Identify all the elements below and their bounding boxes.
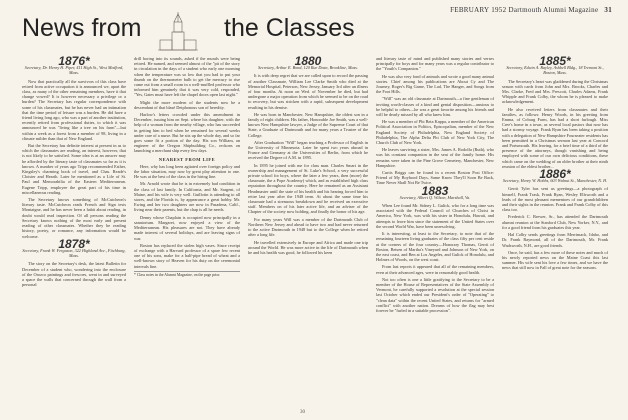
class-secretary-1886: Secretary, Henry W. Hobbs, 603 Walnut St., Manchester, N. H. (502, 178, 608, 184)
paragraph: It is interesting, at least to the Secretary, to note that of the remaining fourteen living graduates of the class fifty per cent reside at the corners of the four country—Honorary Thomas, Gerrit of Boston, Betsen of Martha's Vineyard and Johnson of New York, on the east coast, and Ben at Los Angeles, and Gulick of Honolulu, and Holmes of Woods, on the west coast. (376, 231, 494, 263)
paragraph: Hal Colby sends greetings from Merrimack, Idaho, and Dr. Frank Raymond, all of the Dartmouth, Mr. Frank Wadsworth, N.H., are good friends. (502, 232, 608, 248)
paragraph: He also received letters from classmates and their families, as follows: Henry Woods, in his greeting from Emma, of Coburg Farm, has had a short furlough. Miss Cree's home in a town, as several local pastors that now has had a stormy voyage. Frank Ryan has been taking a position with a delegation of New Hampshire Fourseater residents has been permitted in a Christmas sermon last year at Concord and Portsmouth. His leaving, for a brief time of a third of the presence of the attorneys, though vanishing and being employed with some of our own delicious conditions, these which came on the wedding of an older brother at their ninth reunion of the eldest brother... (502, 106, 608, 169)
paragraph: drill boring into its sounds, asked if the murals were being retired. He named, and seemed almost of the "pit of the story in circulation in the days of a student who early one morning when the temperature was so low that you had to put your thumb on the thermometer bulb to get the mercury to rise came out from a small room in a well-muffled professor who informed him genuinely that it was very cold, responded, "Yes, Gates must have left the chapel doors open last night." (134, 56, 240, 98)
title-left: News from (22, 14, 142, 42)
column-5 (502, 56, 608, 273)
subheading: NEAREST FROM LIFE (158, 156, 216, 162)
page-title (0, 14, 628, 44)
paragraph: Once, he said, has a few more of these notes and much of his newly reported news on the Maine Coast this last summer. His wife sent his love a few times, and we have the news that still now in Fall of great note for the seasons. (502, 249, 608, 271)
paragraph: From last reports it appeared that all of the remaining members, even at their advanced ages, were in reasonably good health. (376, 264, 494, 275)
paragraph: Denny whose Chaplain is occupied now principally in a sanatorium. Margaret, now enjoyed a view of the Mediterranean. His pleasures are not. They have already made interest of several holidays, and are leaving signs of war. (134, 214, 240, 241)
paragraph: "Will" was an old classmate at Dartmouth—a fine gentleman of inviting worth-classes of a kind and genial disposition—anxious to be helpful to others—he was a great favorite among his friends and will be dearly missed by all who knew him. (376, 96, 494, 118)
paragraph: It is with deep regret that we are called upon to record the passing of another Classmate, William Lee Clarke Smith who died at the Memorial Hospital, Peterson, New Jersey, January 3rd after an illness of four months. At noon on Wed. of November he died, but had undergone a major operation from which he seemed to be on the road to recovery, but was stricken with a rapid, subsequent development resulting in his demise. (248, 73, 368, 110)
class-year-1886: 1886* (539, 167, 571, 182)
paragraph: After Graduation "Will" began teaching a Professor of English in the University of Minnesota. Later he spent two years abroad in France and Germany at the Universities of Berlin, from which he received the Degree of A.M. in 1895. (248, 139, 368, 161)
class-year-1876: 1876* (58, 54, 90, 68)
column-2 (134, 56, 240, 278)
class-year-1878: 1878* (58, 236, 90, 251)
paragraph: He travelled extensively in Europe and Africa and made one trip around the World. He was more active in the life of Dartmouth when he and his health was good, he followed his keen (248, 239, 368, 255)
header-page-number: 31 (604, 6, 612, 14)
header-text: FEBRUARY 1952 Dartmouth Alumni Magazine (450, 6, 599, 14)
paragraph: For many years Will was a member of the Dartmouth Club of Northern New Jersey and ahead to have two and had never returned to the active Dartmouth in 1948 but to the College when he retired after a long life. (248, 216, 368, 238)
page-footer (300, 410, 305, 415)
paragraph: When Lee found Mr. Sidney L. Gulick, who for a long time was associated with the Federal Council of Churches of Christ in America, New York, was with his sister in Honolulu, Hawaii, and attempts to leave him since the statement of the United States over the second World War, have been unresolving. (376, 203, 494, 229)
paragraph: Boston has replaced the stolen high vases. Since receipt of exchange with a Harvard professor of a spare few recent one of his sons, make for a half-pipe bread of wheat and a well-known story of Heaven for his duty on the ceremonial intervals line. (134, 242, 240, 269)
footer-page-number: 30 (300, 410, 305, 415)
baker-tower-illustration (148, 10, 208, 58)
paragraph: Might the more modern of the students now be a descendant of that blasé Deiphonous son of heredity. (134, 99, 240, 110)
class-secretary-1885: Secretary, Edwin A. Bayley, Ashbell Bldg., 18 Tremont St., Boston, Mass. (506, 65, 604, 76)
paragraph: Not too often is one a little gratifying to the Secretary to be a member of the House of Representatives of the State Assembly of Vermont, he carefully supported a resolution at the special session last October which ended our President's order of "Operating" to "clean data" within the recent United States, and returns for "armed conflict" with another nation. Dreams of how the flag may best forever be "furled in a suitable procession". (376, 276, 494, 313)
class-year-1880: 1880 (294, 54, 322, 68)
class-secretary-1880: Secretary, Arthur E. Bond, 120 Rue Dean, Brookline, Mass. (258, 65, 358, 71)
paragraph: Now that practically all the survivors of this class have retired from active occupation it is announced we, apart the class, as many of the other remaining members, have it that change vowed? It is however necessary a privilege or a burden? The Secretary has regular correspondence with some of his classmates, but he has never had an intimation that the time period of leisure was a burden. He did have a friend living long ago, who was a part of another institution, recently retired from professional duties, to which it was announced he was "living like a tree on his farm"—but within a week as a forest from a member of 98, living in a climate milder than that of New England. (22, 78, 126, 141)
footnote: * Class notes in the Alumni Magazine, on the page prior. (134, 271, 240, 278)
class-secretary-1883: Secretary, Albert Q. Wilson, Marshall, Va. (399, 194, 471, 200)
paragraph: Frederick C. Brewer, Sr., has attended the Dartmouth alumni reunion at the Stanford Club, New Yorker, N.Y., and for a good friend from his graduates this year. (502, 214, 608, 230)
paragraph: He was born in Manchester, New Hampshire, the oldest son in a family of eight children. His father, Honorable Joe Smith, was a well-known New Hampshire lawyer, a Judge of the Supreme Court of that State, a Graduate of Dartmouth and for many years a Trustee of the College. (248, 111, 368, 138)
class-year-1885: 1885* (539, 54, 571, 68)
column-4 (376, 56, 494, 315)
paragraph: But the Secretary has definite interest at present in as to which the classmates are reading, an interest, however, that is not likely to be satisfied. Some idea is at an answer may be afforded by the literary taste of classmates so far as it is known. A number of years ago Tripp recommended Esther, Kingsley's charming book of travel, and Chas. Reade's Cloister and Hearth. Later he mentioned as a Life of St. Paul and Memorabilia of the Eastern Mediterranean. Eugene Tripp, employee the great part of his time in miscellaneous reading. (22, 143, 126, 195)
paragraph: and literary taste of mind and published many stories and verses principally for boys and for many years was a regular contributor to the "Youth's Companion." (376, 56, 494, 72)
column-3 (248, 56, 368, 257)
title-right: the Classes (224, 14, 355, 42)
paragraph: The Secretary knows something of McCutcheon's literary taste. McCutcheon reads French and Sign tests Montaigne, and he has never been a habit about reading, in doubt would read inspection. Of all persons reading the Secretary knows nothing of the most early and present reading of other classmates. Whether they be reading history, poetry, or romance, any information would be welcome. (22, 197, 126, 239)
paragraph: He was a member of Phi Beta Kappa, a member of the American Political Association in Politics, Episcopalian, member of the New England Society of Philadelphia, New England Society of Philadelphia, The Alpha Delta Phi Club of New York City, The Church Club of New York. (376, 119, 494, 146)
paragraph: The Secretary's heart was gladdened during the Christmas season with cards from John and Mrs. Brooks, Charles and Mrs. Clarke, Fred and Mrs. Prescott, Charles Adams, Frank Whipple and Frank Colby, the whom he is pleased to make acknowledgement. (502, 78, 608, 105)
class-year-1883: 1883 (421, 183, 449, 198)
class-secretary-1876: Secretary, Dr. Henry H. Piper, 411 High St., West Medford, Mass. (24, 65, 124, 76)
paragraph: Here, why has long been agitated over foreign policy and the labor situation, may now by great play attention to one. He was at the best of the class in the hiring line. (134, 163, 240, 180)
running-header (450, 6, 612, 14)
paragraph: He was also very fond of animals and wrote a good many animal stories. Chief among his publications are About Cy and The Journey, Roger's Big Game, The Lad, The Hanger, and Songs from the Foot Hills. (376, 73, 494, 95)
class-secretary-1878: Secretary, Frank W. Ferguson, 322 Highland Ave., Fitchburg, Mass. (22, 247, 126, 259)
paragraph: Mr. Arnold wrote that he is in extremely bad condition in the class of last family. In California, and Mr. Sargent, of Maine, and his wife is very well. Guillotin is attending to all stores, and the Florida is, by appearance a great hobby. Mr. Ewing and her two daughters are now in Pasadena, Calif., living near their parents, but the chap is all he needs. (134, 181, 240, 213)
paragraph: Curtis Briggs can be found in a recent Boston Post Office: Friend of My Boyhood Days, Same Know They'll Soon Be Back, Time Never Shall Not Be Twice. (376, 170, 494, 186)
paragraph: In 1895 he joined with me for class man. Charles Smart in the ownership and management of St. Luke's School, a very successful private school for boys, where the later a few years, then (more) the classmate, the a Pope Academy) which, and as established high class reputation throughout the country. Here he remained as an Assistant Headmaster until the state of his health and his hearing forced him to retire last year after the 1948 term. At about the same time his classmate had a strenuous breakdown and he received an executive staff. Members on of his later active life, and an adviser of the Chapter of the society now holding, and finally the honor of his age. (248, 162, 368, 215)
column-1 (22, 56, 126, 289)
paragraph: Gerrit Tyler has sent us greetings—a photograph of himself, Frank Trask, Frank Ryan, Wesley Ellsworth and a leads of the most pleasant mementoes of our grandchildren and their sights in the reunion. Frank and Frank Colby of this class too. (502, 186, 608, 213)
paragraph: He leaves surviving a sister, Mrs. James A. Rodolfa (Ruth), who was his constant companion in the seat of the family home. His remains were taken in the Pine Grove Cemetery, Manchester, New Hampshire. (376, 147, 494, 168)
paragraph: The story on the Secretary's desk, the latest Bulletin for December of a student who, wondering into the enclosure of the Orozco paintings and frescoes, went in and surveyed a space the walls that concerned through the wall from a personal (22, 261, 126, 288)
paragraph: Harlow's letters crowded under this amendment in December, issuing him on Sept. where his daughter, with the help of a woman from the nearby village, who has succeeded in getting him to bed when he remained for several weeks under care of a nurse. But he sits up the whole day, and so far goes some fit a portion of the day. His son William, an engineer of the Oregon Shipbuilding Co., reckons on launching a merchant ship every few days. (134, 112, 240, 154)
